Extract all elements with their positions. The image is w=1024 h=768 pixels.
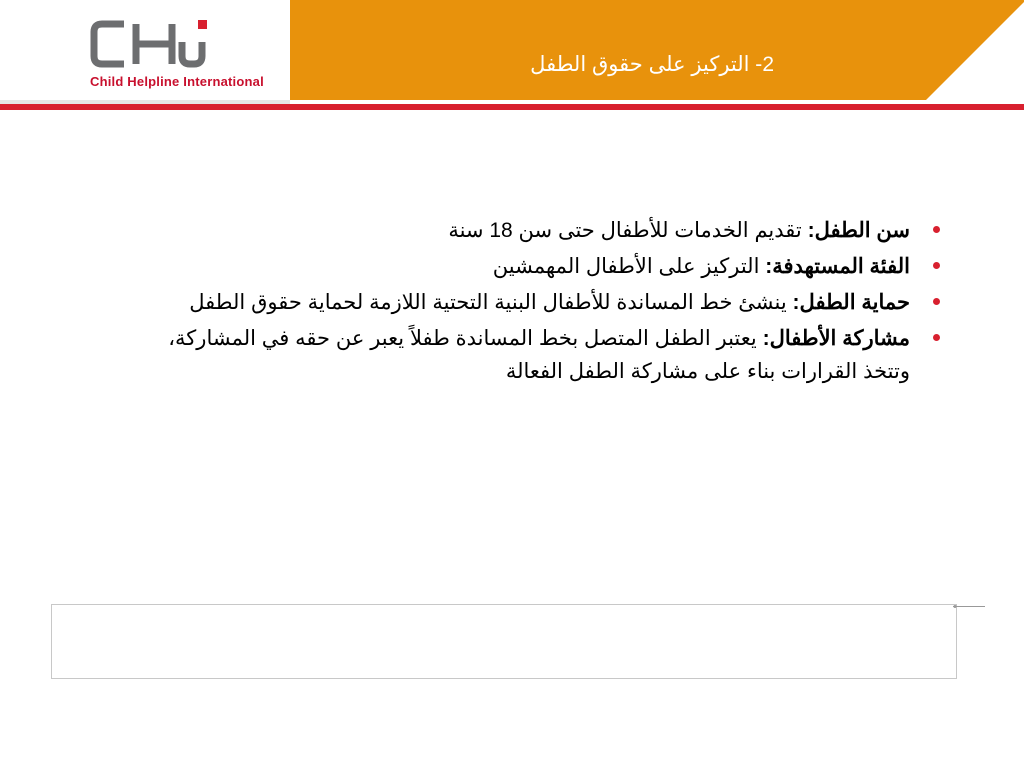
bullet-dot: [933, 334, 940, 341]
chi-logo: [90, 18, 280, 98]
bullet-dot: [933, 298, 940, 305]
bullet-text: ينشئ خط المساندة للأطفال البنية التحتية اللازمة لحماية حقوق الطفل: [189, 291, 793, 314]
bullet-term: مشاركة الأطفال:: [762, 327, 910, 350]
bullet-text: التركيز على الأطفال المهمشين: [492, 255, 766, 278]
header-red-rule: [0, 104, 1024, 110]
bullet-item-child-protection: [120, 286, 910, 319]
empty-text-box[interactable]: [51, 604, 957, 679]
bullet-item-age: [120, 214, 910, 247]
bullet-item-target-group: [120, 250, 910, 283]
chi-logo-mark: [90, 18, 220, 70]
header-orange-band: [290, 0, 1024, 100]
logo-wordmark: Child Helpline International: [90, 74, 264, 89]
bullet-dot: [933, 226, 940, 233]
slide-header: [0, 0, 1024, 112]
bullet-list: [120, 214, 910, 388]
bullet-dot: [933, 262, 940, 269]
bullet-term: الفئة المستهدفة:: [765, 255, 910, 278]
bullet-term: حماية الطفل:: [792, 291, 910, 314]
bullet-text: تقديم الخدمات للأطفال حتى سن 18 سنة: [448, 219, 808, 242]
bullet-text: يعتبر الطفل المتصل بخط المساندة طفلاً يعبر عن حقه في المشاركة، وتتخذ القرارات بناء على مشاركة الطفل الفعالة: [168, 327, 910, 383]
bullet-item-child-participation: [120, 322, 910, 388]
bullet-term: سن الطفل:: [807, 219, 910, 242]
resize-handle-icon: [953, 605, 985, 608]
slide-title: 2- التركيز على حقوق الطفل: [530, 53, 774, 76]
slide-content: [120, 214, 910, 391]
